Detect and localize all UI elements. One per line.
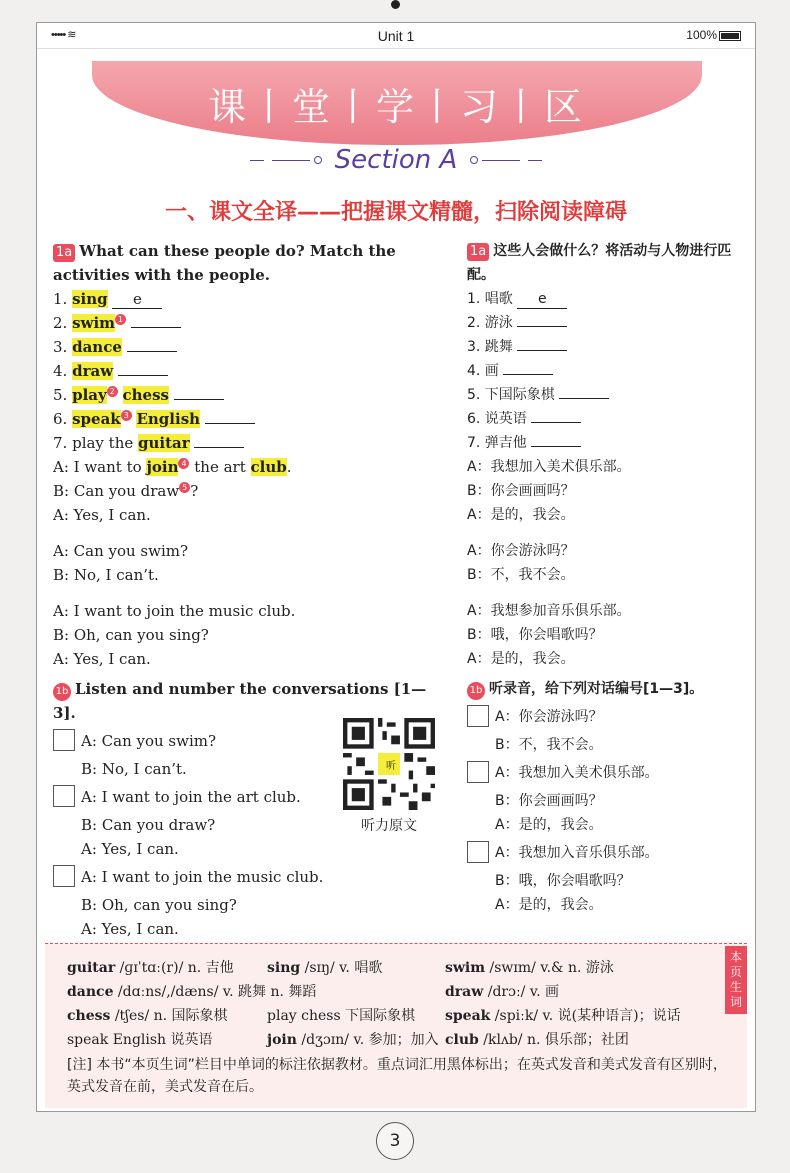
keyword: speak: [72, 410, 121, 428]
number-box[interactable]: [53, 865, 75, 887]
answer-blank[interactable]: [174, 399, 224, 400]
list-item: [53, 431, 448, 455]
instruction-1a: What can these people do? Match the activities with the people.: [53, 242, 396, 284]
list-item: [467, 407, 752, 431]
keyword: English: [136, 410, 201, 428]
dialogue-line: A：你会游泳吗？: [467, 543, 575, 559]
camera-dot: [391, 0, 400, 9]
section-header: [37, 145, 755, 185]
item-text: 5. 下国际象棋: [467, 387, 555, 403]
list-item: [467, 431, 752, 455]
dialogue-line: [53, 455, 448, 479]
answer-blank[interactable]: [531, 422, 581, 423]
number-box[interactable]: [53, 785, 75, 807]
divider: [528, 160, 542, 161]
list-item: [467, 383, 752, 407]
vocab-definition: /swɪm/ v.& n. 游泳: [485, 960, 614, 976]
dialogue-line: A：我想加入美术俱乐部。: [495, 765, 659, 781]
list-item: [53, 359, 448, 383]
signal-indicator: ••••• ≋: [51, 29, 76, 41]
item-text: 2. 游泳: [467, 315, 513, 331]
number-box[interactable]: [467, 841, 489, 863]
answer-blank[interactable]: [517, 350, 567, 351]
dialogue-line: A：我想参加音乐俱乐部。: [467, 603, 631, 619]
answer-blank[interactable]: [205, 423, 255, 424]
vocab-definition: /dʒɔɪn/ v. 参加；加入: [296, 1032, 439, 1048]
item-number: 4.: [53, 362, 68, 380]
item-number: 1.: [53, 290, 68, 308]
answer-blank[interactable]: [559, 398, 609, 399]
item-number: 2.: [53, 314, 68, 332]
note-marker: 1: [115, 314, 126, 325]
badge-1a: 1a: [53, 244, 75, 262]
dialogue-line: A: Yes, I can.: [81, 920, 179, 938]
vocab-row: [67, 1004, 739, 1028]
vocab-word: speak: [445, 1008, 491, 1024]
dialogue-line: B: No, I can’t.: [53, 566, 159, 584]
vocab-definition: /dɑːns/,/dæns/ v. 跳舞 n. 舞蹈: [113, 984, 317, 1000]
note-marker: 3: [121, 410, 132, 421]
vocab-definition: /ɡɪˈtɑː(r)/ n. 吉他: [115, 960, 234, 976]
answer-blank[interactable]: [194, 447, 244, 448]
list-item: [467, 359, 752, 383]
keyword: swim: [72, 314, 116, 332]
dialogue-text: the art: [194, 458, 246, 476]
keyword: club: [250, 458, 287, 476]
item-text: 6. 说英语: [467, 411, 527, 427]
number-box[interactable]: [467, 761, 489, 783]
answer-blank[interactable]: [131, 327, 181, 328]
dialogue-line: A：是的，我会。: [467, 651, 575, 667]
list-item: [467, 287, 752, 311]
item-text: 7. 弹吉他: [467, 435, 527, 451]
dialogue-line: A: I want to join the art club.: [81, 788, 301, 806]
banner: [92, 61, 702, 145]
conversation-3: [467, 841, 752, 917]
vocab-definition: /klʌb/ n. 俱乐部；社团: [478, 1032, 629, 1048]
dialogue-line: [53, 479, 448, 503]
dialogue-line: B: Oh, can you sing?: [53, 626, 209, 644]
dialogue-line: B: Can you draw?: [81, 816, 216, 834]
dialogue-line: A：是的，我会。: [467, 507, 575, 523]
list-item: [53, 287, 448, 311]
page-frame: [36, 22, 756, 1112]
dialogue-line: A: I want to join the music club.: [53, 602, 296, 620]
number-box[interactable]: [53, 729, 75, 751]
vocab-definition: /spiːk/ v. 说(某种语言)；说话: [490, 1008, 681, 1024]
note-marker: 2: [107, 386, 118, 397]
vocab-word: chess: [67, 1008, 111, 1024]
vocab-definition: /tʃes/ n. 国际象棋: [110, 1008, 228, 1024]
battery-indicator: [686, 28, 741, 42]
divider: [272, 160, 310, 161]
conversation-2: [467, 761, 752, 837]
dialogue-line: A：是的，我会。: [495, 897, 603, 913]
note-marker: 5: [179, 482, 190, 493]
badge-1a: 1a: [467, 243, 489, 261]
list-item: [53, 311, 448, 335]
item-number: 7.: [53, 434, 68, 452]
vocab-word: draw: [445, 984, 484, 1000]
list-item: [53, 407, 448, 431]
list-item: [53, 383, 448, 407]
dialogue-line: A: Yes, I can.: [81, 840, 179, 858]
dialogue-text: .: [286, 458, 292, 476]
page-number: 3: [376, 1122, 414, 1160]
list-item: [53, 335, 448, 359]
dialogue-line: A：我想加入音乐俱乐部。: [495, 845, 659, 861]
vocab-word: swim: [445, 960, 486, 976]
vocab-definition: /drɔː/ v. 画: [483, 984, 559, 1000]
badge-1b: 1b: [53, 683, 71, 701]
item-text: 1. 唱歌: [467, 291, 513, 307]
item-number: 6.: [53, 410, 68, 428]
qr-center-label: 听: [386, 761, 396, 772]
circle-ornament-icon: [470, 156, 478, 164]
item-text: 4. 画: [467, 363, 499, 379]
dialogue-line: B: Oh, can you sing?: [81, 896, 237, 914]
vocab-phrase: speak English 说英语: [67, 1032, 213, 1048]
dialogue-line: A: Can you swim?: [53, 542, 189, 560]
dialogue-line: A：你会游泳吗？: [495, 709, 603, 725]
keyword: play: [72, 386, 107, 404]
keyword: chess: [122, 386, 169, 404]
vocab-row: [67, 956, 739, 980]
qr-caption: 听力原文: [361, 818, 417, 834]
vocab-word: guitar: [67, 960, 116, 976]
dialogue-text: B: Can you draw: [53, 482, 180, 500]
section-title: Section A: [334, 145, 458, 175]
dialogue-line: A：是的，我会。: [495, 817, 603, 833]
dialogue-line: A: I want to join the music club.: [81, 868, 324, 886]
dialogue-line: A: Can you swim?: [81, 732, 217, 750]
dialogue-line: B：你会画画吗？: [495, 793, 603, 809]
vocabulary-box: [45, 943, 747, 1108]
dialogue-text: ?: [190, 482, 199, 500]
dialogue-line: B：哦，你会唱歌吗？: [467, 627, 603, 643]
answer-blank[interactable]: [118, 375, 168, 376]
conversation-3: [53, 865, 448, 941]
battery-icon: [719, 31, 741, 41]
item-text: play the: [72, 434, 134, 452]
item-number: 3.: [53, 338, 68, 356]
item-text: 3. 跳舞: [467, 339, 513, 355]
badge-1b: 1b: [467, 682, 485, 700]
vocab-word: dance: [67, 984, 114, 1000]
status-bar: [37, 23, 755, 49]
list-item: [467, 335, 752, 359]
banner-title: 课丨堂丨学丨习丨区: [207, 84, 586, 129]
dialogue-line: B：不，我不会。: [467, 567, 575, 583]
keyword: draw: [72, 362, 114, 380]
dialogue-text: A: I want to: [53, 458, 142, 476]
answer-blank[interactable]: [127, 351, 177, 352]
vocab-note: [注] 本书“本页生词”栏目中单词的标注依据教材。重点词汇用黑体标出；在英式发音和美式发音有区别时，英式发音在前，美式发音在后。: [67, 1057, 727, 1095]
vocabulary-tag: 本页生词: [725, 946, 747, 1014]
dialogue-line: A: Yes, I can.: [53, 650, 151, 668]
list-item: [467, 311, 752, 335]
note-marker: 4: [178, 458, 189, 469]
conversation-1: [467, 705, 752, 757]
instruction-1b: Listen and number the conversations [1—3].: [53, 680, 427, 722]
dialogue-line: A：我想加入美术俱乐部。: [467, 459, 631, 475]
vocab-row: [67, 1028, 739, 1052]
chinese-column: [467, 239, 752, 917]
dialogue-line: B：你会画画吗？: [467, 483, 575, 499]
answer-blank[interactable]: e: [112, 290, 162, 309]
divider: [482, 160, 520, 161]
keyword: guitar: [138, 434, 190, 452]
dialogue-line: A: Yes, I can.: [53, 506, 151, 524]
item-number: 5.: [53, 386, 68, 404]
vocab-row: [67, 980, 739, 1004]
answer-blank[interactable]: [503, 374, 553, 375]
keyword: join: [146, 458, 179, 476]
answer-blank[interactable]: [517, 326, 567, 327]
number-box[interactable]: [467, 705, 489, 727]
keyword: dance: [72, 338, 122, 356]
answer-blank[interactable]: e: [517, 290, 567, 309]
dialogue-line: B: No, I can’t.: [81, 760, 187, 778]
circle-ornament-icon: [314, 156, 322, 164]
vocab-word: sing: [267, 960, 301, 976]
instruction-1a: 这些人会做什么？将活动与人物进行匹配。: [467, 243, 732, 283]
english-column: [53, 239, 448, 941]
divider: [250, 160, 264, 161]
dialogue-line: B：哦，你会唱歌吗？: [495, 873, 631, 889]
vocab-word: club: [445, 1032, 479, 1048]
battery-percent: 100%: [686, 28, 717, 42]
keyword: sing: [72, 290, 108, 308]
vocab-definition: /sɪŋ/ v. 唱歌: [300, 960, 383, 976]
part-heading: 一、课文全译——把握课文精髓，扫除阅读障碍: [164, 200, 627, 225]
instruction-1b: 听录音，给下列对话编号[1—3]。: [489, 681, 704, 697]
vocab-word: join: [267, 1032, 297, 1048]
dialogue-line: B：不，我不会。: [495, 737, 603, 753]
vocab-phrase: play chess 下国际象棋: [267, 1008, 416, 1024]
answer-blank[interactable]: [531, 446, 581, 447]
status-title: Unit 1: [377, 28, 415, 44]
